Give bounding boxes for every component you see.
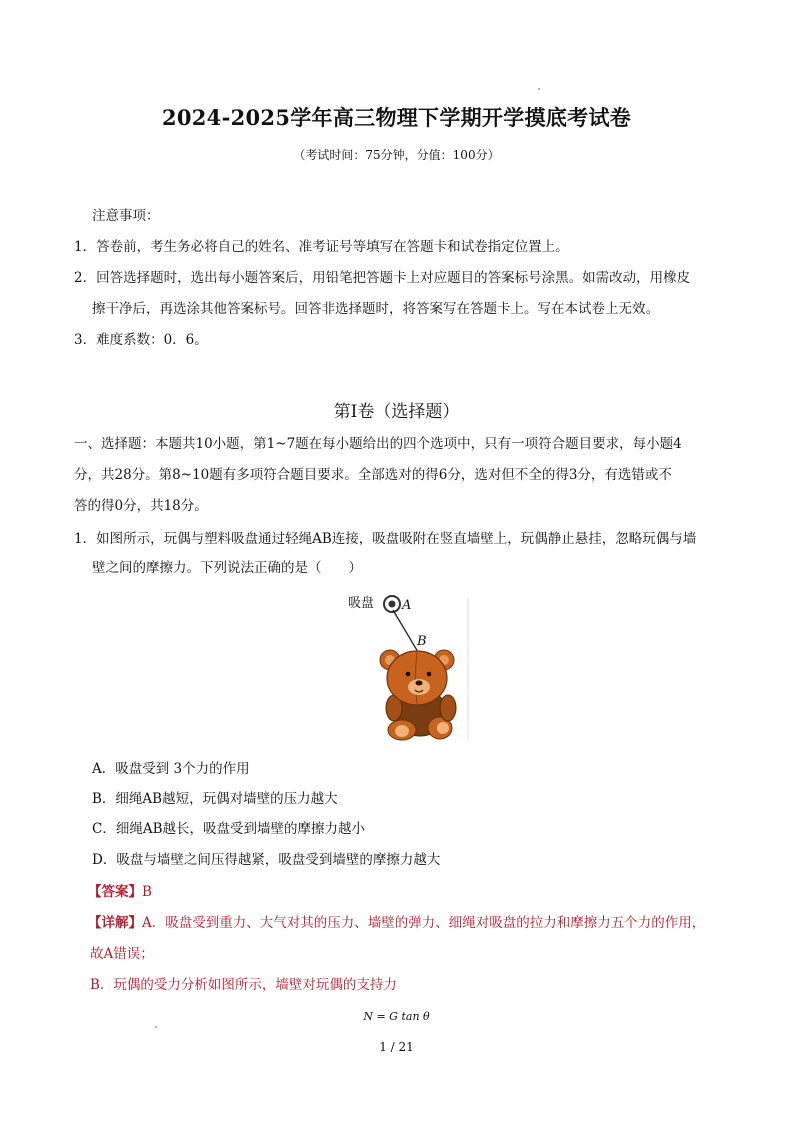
bear-eye-right <box>427 672 432 677</box>
option-c: C．细绳AB越长，吸盘受到墙壁的摩擦力越小 <box>92 821 365 837</box>
label-point-a: A <box>402 598 412 613</box>
notice-item-1: 1．答卷前，考生务必将自己的姓名、准考证号等填写在答题卡和试卷指定位置上。 <box>74 239 569 255</box>
bear-eye-left <box>406 672 411 677</box>
notice-heading: 注意事项： <box>92 208 160 224</box>
section-intro-line-1: 一、选择题：本题共10小题，第1~7题在每小题给出的四个选项中，只有一项符合题目要求，每小题4 <box>74 436 682 452</box>
question-1-stem-line-1: 1．如图所示，玩偶与塑料吸盘通过轻绳AB连接，吸盘吸附在竖直墙壁上，玩偶静止悬挂，忽略玩偶与墙 <box>74 531 697 547</box>
scan-dot <box>155 1026 157 1028</box>
notice-item-3: 3．难度系数：0．6。 <box>74 332 208 348</box>
notice-item-2-line-2: 擦干净后，再选涂其他答案标号。回答非选择题时，将答案写在答题卡上。写在本试卷上无效。 <box>92 301 659 317</box>
question-1-stem-line-2: 壁之间的摩擦力。下列说法正确的是（ ） <box>92 560 362 576</box>
bear-arm-right <box>440 695 456 721</box>
bear-foot-left <box>395 725 409 737</box>
option-a: A．吸盘受到 3个力的作用 <box>92 761 250 777</box>
explanation-line-1 <box>88 913 705 933</box>
bear-foot-right <box>437 722 449 734</box>
scan-dot <box>538 88 540 90</box>
notice-item-2-line-1: 2．回答选择题时，选出每小题答案后，用铅笔把答题卡上对应题目的答案标号涂黑。如需改动，用橡皮 <box>74 270 691 286</box>
question-1-figure <box>340 590 470 745</box>
explanation-line-2: 故A错误； <box>90 946 154 962</box>
section-title: 第Ⅰ卷（选择题） <box>333 402 460 422</box>
option-d: D．吸盘与墙壁之间压得越紧，吸盘受到墙壁的摩擦力越大 <box>92 852 441 868</box>
answer-value: B <box>142 884 152 900</box>
explanation-line-3: B．玩偶的受力分析如图所示，墙壁对玩偶的支持力 <box>90 977 397 993</box>
page-title: 2024-2025学年高三物理下学期开学摸底考试卷 <box>161 105 632 130</box>
formula-support-force: N = G tan θ <box>363 1010 430 1023</box>
option-b: B．细绳AB越短，玩偶对墙壁的压力越大 <box>92 791 338 807</box>
answer-line <box>88 882 152 902</box>
section-intro-line-2: 分，共28分。第8~10题有多项符合题目要求。全部选对的得6分，选对但不全的得3分，有选错或不 <box>74 467 672 483</box>
page-number: 1 / 21 <box>379 1040 414 1054</box>
bear-nose <box>416 681 423 686</box>
suction-cup-center <box>389 601 396 608</box>
explanation-text-1: A．吸盘受到重力、大气对其的压力、墙壁的弹力、细绳对吸盘的拉力和摩擦力五个力的作用， <box>142 915 706 931</box>
explanation-tag: 【详解】 <box>88 915 142 931</box>
section-intro-line-3: 答的得0分，共18分。 <box>74 498 208 514</box>
label-point-b: B <box>417 634 427 649</box>
answer-tag: 【答案】 <box>88 884 142 900</box>
bear-head <box>387 651 447 705</box>
page-subtitle: （考试时间：75分钟，分值：100分） <box>293 148 500 162</box>
rope-ab <box>393 610 418 652</box>
label-suction-cup: 吸盘 <box>348 596 375 611</box>
